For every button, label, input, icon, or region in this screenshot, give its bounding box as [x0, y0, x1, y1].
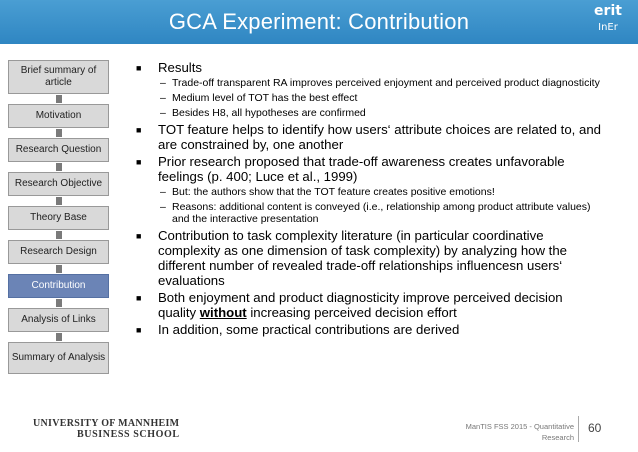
slide-title: GCA Experiment: Contribution	[168, 9, 470, 34]
sub-bullet: – Besides H8, all hypotheses are confirmed	[134, 107, 604, 119]
logo-top-text: erit	[594, 3, 622, 19]
nav-item-brief-summary[interactable]: Brief summary of article	[8, 60, 109, 94]
sub-bullet: – Medium level of TOT has the best effect	[134, 92, 604, 104]
university-name: UNIVERSITY OF MANNHEIM	[33, 418, 180, 429]
slide-content	[134, 60, 604, 339]
nav-connector	[56, 129, 62, 137]
bullet-text: Both enjoyment and product diagnosticity improve perceived decision quality	[158, 290, 563, 320]
bullet-results: ■ Results	[134, 60, 604, 75]
sub-bullet: – Reasons: additional content is conveyed (i.e., relationship among product attribute values) and the interactive presentation	[134, 201, 604, 225]
nav-item-motivation[interactable]: Motivation	[8, 104, 109, 128]
bullet-enjoyment	[134, 290, 604, 320]
nav-connector	[56, 265, 62, 273]
logo-bottom-text: InEr	[598, 22, 618, 33]
footer-divider	[578, 416, 579, 442]
nav-item-research-question[interactable]: Research Question	[8, 138, 109, 162]
nav-item-research-objective[interactable]: Research Objective	[8, 172, 109, 196]
sub-bullet: – But: the authors show that the TOT feature creates positive emotions!	[134, 186, 604, 198]
page-number: 60	[588, 421, 602, 435]
slide-header	[0, 0, 638, 44]
nav-item-contribution[interactable]: Contribution	[8, 274, 109, 298]
bullet-prior-research: ■ Prior research proposed that trade-off awareness creates unfavorable feelings (p. 400; Luce et al., 1999)	[134, 154, 604, 184]
nav-connector	[56, 163, 62, 171]
nav-item-research-design[interactable]: Research Design	[8, 240, 109, 264]
course-line: Research	[541, 433, 574, 442]
nav-connector	[56, 333, 62, 341]
nav-connector	[56, 231, 62, 239]
sub-bullet: – Trade-off transparent RA improves perceived enjoyment and perceived product diagnosticity	[134, 77, 604, 89]
nav-item-summary-of-analysis[interactable]: Summary of Analysis	[8, 342, 109, 374]
course-label	[424, 421, 574, 443]
bullet-practical: ■ In addition, some practical contributions are derived	[134, 322, 604, 337]
erit-logo	[586, 4, 630, 40]
university-logo	[33, 418, 193, 440]
bullet-tot-feature: ■ TOT feature helps to identify how users‘ attribute choices are related to, and are constrained by, one another	[134, 122, 604, 152]
bullet-task-complexity: ■ Contribution to task complexity literature (in particular coordinative complexity as one dimension of task complexity) by analyzing how the different number of revealed trade-off relationships influencesn users‘ evaluations	[134, 228, 604, 288]
emphasis-without: without	[199, 305, 247, 320]
nav-connector	[56, 197, 62, 205]
nav-connector	[56, 95, 62, 103]
course-line: ManTIS FSS 2015 - Quantitative	[465, 422, 574, 431]
nav-item-analysis-of-links[interactable]: Analysis of Links	[8, 308, 109, 332]
nav-connector	[56, 299, 62, 307]
bullet-text: increasing perceived decision effort	[246, 305, 457, 320]
nav-item-theory-base[interactable]: Theory Base	[8, 206, 109, 230]
business-school-name: BUSINESS SCHOOL	[77, 429, 180, 440]
